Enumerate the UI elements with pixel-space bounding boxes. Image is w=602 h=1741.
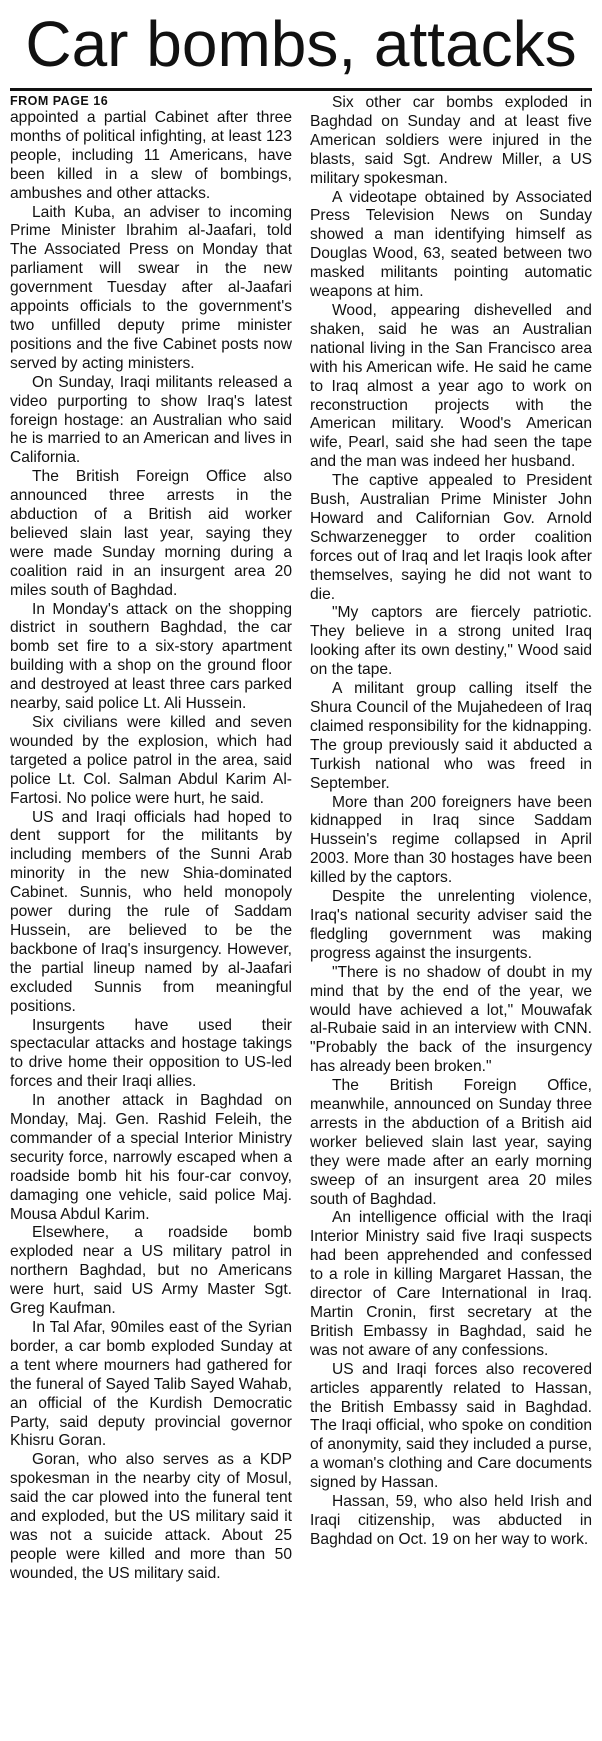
paragraph: Wood, appearing dishevelled and shaken, said he was an Australian national living in the San Francisco area with his American wife. He said he came to Iraq almost a year ago to work on reconstruction projects with the American military. Wood's American wife, Pearl, said she had seen the tape and the man was indeed her husband. xyxy=(310,301,592,471)
paragraph: On Sunday, Iraqi militants released a video purporting to show Iraq's latest foreign hostage: an Australian who said he is married to an American and lives in California. xyxy=(10,373,292,467)
paragraph: Goran, who also serves as a KDP spokesman in the nearby city of Mosul, said the car plowed into the funeral tent and exploded, but the US military said it was not a suicide attack. About 25 people were killed and more than 50 wounded, the US military said. xyxy=(10,1451,292,1582)
paragraph: Insurgents have used their spectacular attacks and hostage takings to drive home their opposition to US-led forces and their Iraqi allies. xyxy=(10,1016,292,1091)
paragraph: In Monday's attack on the shopping district in southern Baghdad, the car bomb set fire to a six-story apartment building with a shop on the ground floor and destroyed at least three cars parked nearby, said police Lt. Ali Hussein. xyxy=(10,600,292,713)
paragraph: appointed a partial Cabinet after three months of political infighting, at least 123 people, including 11 Americans, have been killed in a slew of bombings, ambushes and other attacks. xyxy=(10,109,292,202)
paragraph: "My captors are fiercely patriotic. They believe in a strong united Iraq looking after its own destiny," Wood said on the tape. xyxy=(310,604,592,679)
paragraph: The captive appealed to President Bush, Australian Prime Minister John Howard and Californian Gov. Arnold Schwarzenegger to order coalition forces out of Iraq and let Iraqis look after themselves, saying he did not want to die. xyxy=(310,472,592,603)
paragraph: The British Foreign Office, meanwhile, announced on Sunday three arrests in the abduction of a British aid worker believed slain last year, saying they were made after an early morning sweep of an insurgent area 20 miles south of Baghdad. xyxy=(310,1077,592,1208)
paragraph: In Tal Afar, 90miles east of the Syrian border, a car bomb exploded Sunday at a tent where mourners had gathered for the funeral of Sayed Talib Sayed Wahab, an official of the Kurdish Democratic Party, said deputy provincial governor Khisru Goran. xyxy=(10,1319,292,1450)
paragraph: The British Foreign Office also announced three arrests in the abduction of a British aid worker believed slain last year, saying they were made Sunday morning during a coalition raid in an insurgent area 20 miles south of Baghdad. xyxy=(10,468,292,599)
paragraph: Despite the unrelenting violence, Iraq's national security adviser said the fledgling government was making progress against the insurgents. xyxy=(310,888,592,962)
paragraph: Hassan, 59, who also held Irish and Iraqi citizenship, was abducted in Baghdad on Oct. 19 on her way to work. xyxy=(310,1493,592,1548)
paragraph: Six civilians were killed and seven wounded by the explosion, which had targeted a police patrol in the area, said police Lt. Col. Salman Abdul Karim Al-Fartosi. No police were hurt, he said. xyxy=(10,714,292,807)
paragraph: A militant group calling itself the Shura Council of the Mujahedeen of Iraq claimed responsibility for the kidnapping. The group previously said it abducted a Turkish national who was freed in September. xyxy=(310,680,592,792)
paragraph: Six other car bombs exploded in Baghdad on Sunday and at least five American soldiers were injured in the blasts, said Sgt. Andrew Miller, a US military spokesman. xyxy=(310,94,592,187)
headline: Car bombs, attacks xyxy=(25,8,577,80)
paragraph: Laith Kuba, an adviser to incoming Prime Minister Ibrahim al-Jaafari, told The Associated Press on Monday that parliament will swear in the new government Tuesday after al-Jaafari appoints officials to the government's two unfilled deputy prime minister positions and the five Cabinet posts now served by acting ministers. xyxy=(10,203,292,372)
paragraph: An intelligence official with the Iraqi Interior Ministry said five Iraqi suspects had been apprehended and confessed to a role in killing Margaret Hassan, the director of Care International in Iraq. Martin Cronin, first secretary at the British Embassy in Baghdad, said he was not aware of any confessions. xyxy=(310,1209,592,1359)
paragraph: US and Iraqi forces also recovered articles apparently related to Hassan, the British Embassy said in Baghdad. The Iraqi official, who spoke on condition of anonymity, said they included a purse, a woman's clothing and Care documents signed by Hassan. xyxy=(310,1360,592,1492)
paragraph: More than 200 foreigners have been kidnapped in Iraq since Saddam Hussein's regime collapsed in April 2003. More than 30 hostages have been killed by the captors. xyxy=(310,793,592,887)
headline-rule xyxy=(10,88,592,91)
column-right xyxy=(310,94,592,1739)
paragraph: A videotape obtained by Associated Press Television News on Sunday showed a man identifying himself as Douglas Wood, 63, seated between two masked militants pointing automatic weapons at him. xyxy=(310,188,592,301)
paragraph: In another attack in Baghdad on Monday, Maj. Gen. Rashid Feleih, the commander of a special Interior Ministry security force, narrowly escaped when a roadside bomb hit his four-car convoy, damaging one vehicle, said police Maj. Mousa Abdul Karim. xyxy=(10,1092,292,1223)
column-left xyxy=(10,94,292,1739)
continuation-label: FROM PAGE 16 xyxy=(10,94,109,108)
paragraph: Elsewhere, a roadside bomb exploded near a US military patrol in northern Baghdad, but no Americans were hurt, said US Army Master Sgt. Greg Kaufman. xyxy=(10,1224,292,1318)
paragraph: US and Iraqi officials had hoped to dent support for the militants by including members of the Sunni Arab minority in the new Shia-dominated Cabinet. Sunnis, who held monopoly power during the rule of Saddam Hussein, are believed to be the backbone of Iraq's insurgency. However, the partial lineup named by al-Jaafari excluded Sunnis from meaningful positions. xyxy=(10,808,292,1015)
paragraph: "There is no shadow of doubt in my mind that by the end of the year, we would have achieved a lot," Mouwafak al-Rubaie said in an interview with CNN. "Probably the back of the insurgency has already been broken." xyxy=(310,963,592,1076)
article-body xyxy=(10,94,592,1739)
